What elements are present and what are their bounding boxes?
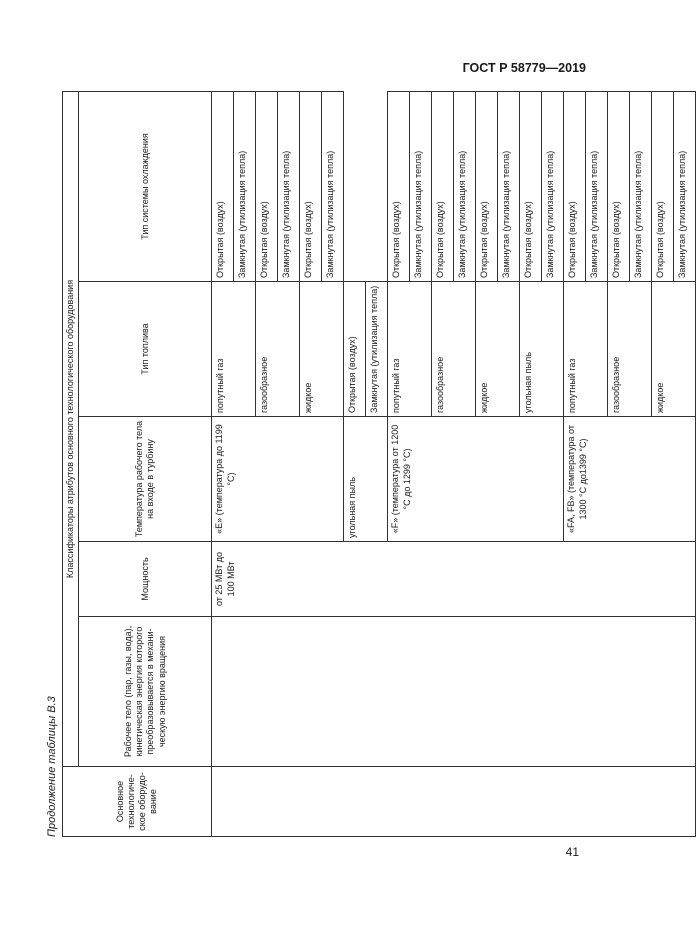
cooling-cell: Открытая (воздух) [608, 92, 630, 282]
cooling-cell: Замкнутая (утилизация тепла) [542, 92, 564, 282]
table-caption: Продолжение таблицы В.3 [46, 696, 58, 837]
fuel-cell: жидкое [300, 282, 344, 417]
cooling-cell: Замкнутая (утилизация тепла) [630, 92, 652, 282]
table-row [212, 92, 234, 837]
col-fuel-header: Тип топлива [79, 282, 212, 417]
cooling-cell: Открытая (воздух) [344, 282, 366, 417]
fuel-cell: газообразное [608, 282, 652, 417]
document-id: ГОСТ Р 58779—2019 [462, 61, 586, 75]
col-cooling-header: Тип системы охлаждения [79, 92, 212, 282]
page-number: 41 [565, 845, 579, 859]
cooling-cell: Открытая (воздух) [212, 92, 234, 282]
fuel-cell: попутный газ [564, 282, 608, 417]
cooling-cell: Замкнутая (утилизация тепла) [322, 92, 344, 282]
fuel-cell: угольная пыль [520, 282, 564, 417]
fuel-cell: жидкое [476, 282, 520, 417]
temperature-cell: «Е» (температура до 1199 °С) [212, 417, 344, 542]
cooling-cell: Замкнутая (утилизация тепла) [234, 92, 256, 282]
temperature-cell: «FA, FB» (температура от 1300 °С до1399 °С) [564, 417, 696, 542]
group-header: Классификаторы атрибутов основного технологического оборудования [63, 92, 79, 767]
classifier-table [62, 91, 696, 837]
fuel-cell: попутный газ [388, 282, 432, 417]
fuel-cell: газообразное [256, 282, 300, 417]
cooling-cell: Замкнутая (утилизация тепла) [498, 92, 520, 282]
fuel-cell: газообразное [432, 282, 476, 417]
cooling-cell: Замкнутая (утилизация тепла) [366, 282, 388, 417]
cooling-cell: Открытая (воздух) [300, 92, 322, 282]
cooling-cell: Замкнутая (утилизация тепла) [454, 92, 476, 282]
col-power-header: Мощность [79, 542, 212, 617]
equipment-cell [212, 767, 696, 837]
cooling-cell: Открытая (воздух) [520, 92, 542, 282]
cooling-cell: Открытая (воздух) [476, 92, 498, 282]
cooling-cell: Замкнутая (утилизация тепла) [410, 92, 432, 282]
temperature-cell: «F» (температура от 1200 °С до 1299 °С) [388, 417, 564, 542]
fuel-cell: угольная пыль [344, 417, 388, 542]
cooling-cell: Открытая (воздух) [388, 92, 410, 282]
rotated-table-area [46, 92, 688, 837]
cooling-cell: Открытая (воздух) [256, 92, 278, 282]
col-temperature-header: Температура рабочего тела на входе в турбину [79, 417, 212, 542]
rotated-content [46, 92, 688, 837]
power-cell: от 25 МВт до 100 МВт [212, 542, 696, 617]
cooling-cell: Открытая (воздух) [564, 92, 586, 282]
col-working-body-header: Рабочее тело (пар, газы, вода), кинетическая энергия которого преобразовывается в механи-ческую энергию вращения [79, 617, 212, 767]
cooling-cell: Открытая (воздух) [652, 92, 674, 282]
cooling-cell: Замкнутая (утилизация тепла) [674, 92, 696, 282]
fuel-cell: жидкое [652, 282, 696, 417]
cooling-cell: Открытая (воздух) [432, 92, 454, 282]
col-equipment-header: Основное технологиче-ское оборудо-вание [63, 767, 212, 837]
cooling-cell: Замкнутая (утилизация тепла) [586, 92, 608, 282]
cooling-cell: Замкнутая (утилизация тепла) [278, 92, 300, 282]
working-body-cell [212, 617, 696, 767]
fuel-cell: попутный газ [212, 282, 256, 417]
